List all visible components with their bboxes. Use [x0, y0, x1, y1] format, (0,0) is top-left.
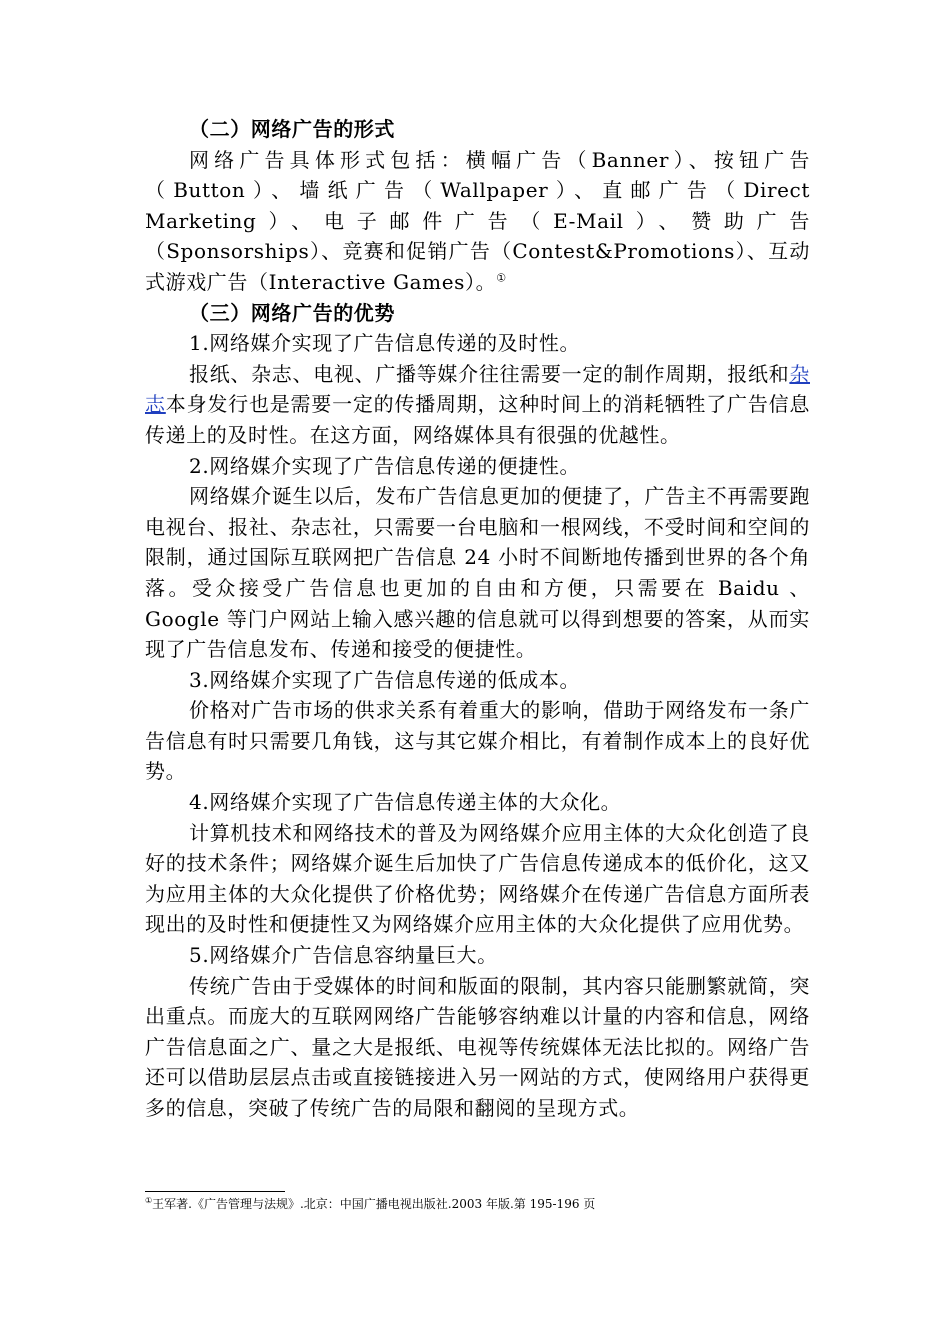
forms-paragraph	[145, 145, 810, 298]
footnote-marker: ①	[145, 1196, 153, 1205]
advantage-3-title: 3.网络媒介实现了广告信息传递的低成本。	[189, 667, 581, 692]
advantage-1-title: 1.网络媒介实现了广告信息传递的及时性。	[189, 331, 581, 356]
footnote-text: 王军著.《广告管理与法规》.北京：中国广播电视出版社.2003 年版.第 195-196 页	[152, 1197, 596, 1211]
magazine-link[interactable]: 杂志	[145, 361, 810, 417]
advantage-4-title: 4.网络媒介实现了广告信息传递主体的大众化。	[189, 790, 622, 815]
advantage-2-title: 2.网络媒介实现了广告信息传递的便捷性。	[189, 453, 581, 478]
advantage-2-paragraph: 网络媒介诞生以后，发布广告信息更加的便捷了，广告主不再需要跑电视台、报社、杂志社，只需要一台电脑和一根网线，不受时间和空间的限制，通过国际互联网把广告信息 24 小时不间断地传播到世界的各个角落。受众接受广告信息也更加的自由和方便，只需要在 Baidu 、Google 等门户网站上输入感兴趣的信息就可以得到想要的答案，从而实现了广告信息发布、传递和接受的便捷性。	[145, 484, 810, 662]
section-heading-advantages: （三）网络广告的优势	[189, 300, 395, 325]
advantage-3-paragraph: 价格对广告市场的供求关系有着重大的影响，借助于网络发布一条广告信息有时只需要几角钱，这与其它媒介相比，有着制作成本上的良好优势。	[145, 698, 810, 784]
advantage-4-paragraph: 计算机技术和网络技术的普及为网络媒介应用主体的大众化创造了良好的技术条件；网络媒介诞生后加快了广告信息传递成本的低价化，这又为应用主体的大众化提供了价格优势；网络媒介在传递广告信息方面所表现出的及时性和便捷性又为网络媒介应用主体的大众化提供了应用优势。	[145, 820, 810, 937]
footnote-reference[interactable]: ①	[496, 271, 507, 285]
advantage-1-text-after-link: 本身发行也是需要一定的传播周期，这种时间上的消耗牺牲了广告信息传递上的及时性。在这方面，网络媒体具有很强的优越性。	[145, 392, 810, 447]
footnote-divider	[145, 1191, 285, 1192]
forms-paragraph-text: 网络广告具体形式包括：横幅广告（Banner）、按钮广告（Button）、墙纸广告（Wallpaper）、直邮广告（Direct Marketing）、电子邮件广告（E-Mail）、赞助广告（Sponsorships）、竞赛和促销广告（Contest&Promotions）、互动式游戏广告（Interactive Games）。	[145, 147, 810, 294]
advantage-5-paragraph: 传统广告由于受媒体的时间和版面的限制，其内容只能删繁就简，突出重点。而庞大的互联网网络广告能够容纳难以计量的内容和信息，网络广告信息面之广、量之大是报纸、电视等传统媒体无法比拟的。网络广告还可以借助层层点击或直接链接进入另一网站的方式，使网络用户获得更多的信息，突破了传统广告的局限和翻阅的呈现方式。	[145, 973, 810, 1120]
advantage-1-text-before-link: 报纸、杂志、电视、广播等媒介往往需要一定的制作周期，报纸和	[189, 361, 790, 386]
section-heading-forms: （二）网络广告的形式	[189, 117, 395, 141]
advantage-5-title: 5.网络媒介广告信息容纳量巨大。	[189, 943, 498, 968]
document-body	[145, 114, 810, 1124]
advantage-1-paragraph	[145, 359, 810, 451]
footnote	[145, 1196, 845, 1212]
